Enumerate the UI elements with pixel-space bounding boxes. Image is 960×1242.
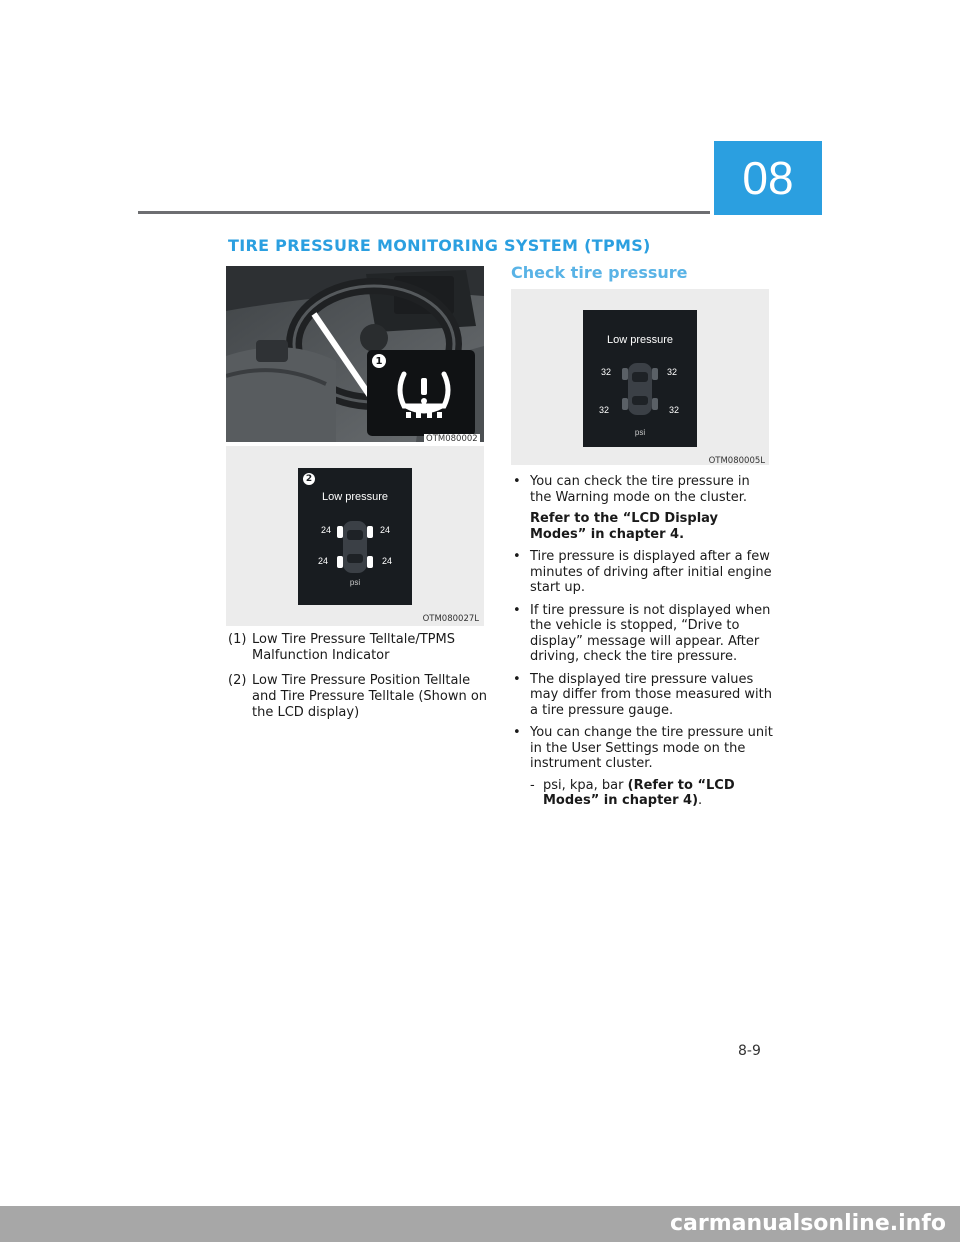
- tpms-warning-icon: [394, 366, 454, 422]
- bullet-dot: •: [513, 549, 521, 564]
- cluster-display: [583, 310, 697, 447]
- bullet-text: The displayed tire pressure values may differ from those measured with a tire pressure gauge.: [530, 671, 772, 718]
- list-item: [513, 725, 775, 809]
- bullet-text: Tire pressure is displayed after a few minutes of driving after initial engine start up.: [530, 549, 772, 595]
- dashboard-photo: [226, 266, 484, 442]
- bullet-note: Refer to the “LCD Display Modes” in chapter 4.: [530, 511, 718, 542]
- sub-list-item: [530, 778, 775, 809]
- marker-2: 2: [303, 473, 315, 485]
- car-topview-icon: [337, 518, 373, 576]
- bullet-text: You can change the tire pressure unit in the User Settings mode on the instrument cluster.: [530, 725, 773, 771]
- figure-code: OTM080027L: [422, 614, 479, 624]
- low-pressure-figure: [226, 446, 484, 626]
- bullet-dot: •: [513, 671, 521, 687]
- chapter-tab: 08: [714, 141, 822, 215]
- list-item: [513, 474, 775, 542]
- check-pressure-figure: [511, 289, 769, 465]
- subsection-title: Check tire pressure: [511, 263, 688, 282]
- caption-item: [228, 632, 488, 664]
- sub-dash: -: [530, 777, 535, 793]
- pressure-rear-left: 32: [599, 405, 610, 415]
- bullet-text: You can check the tire pressure in the Warning mode on the cluster.: [530, 474, 750, 505]
- section-title: TIRE PRESSURE MONITORING SYSTEM (TPMS): [228, 236, 651, 255]
- pressure-front-left: 24: [321, 525, 332, 535]
- caption-number: (2): [228, 673, 247, 688]
- footer-watermark[interactable]: carmanualsonline.info: [670, 1211, 946, 1236]
- pressure-unit: psi: [349, 578, 361, 587]
- cluster-display: [298, 468, 412, 605]
- figure-code: OTM080002: [426, 434, 478, 444]
- pressure-front-right: 24: [380, 525, 391, 535]
- caption-text: Low Tire Pressure Telltale/TPMS Malfunction Indicator: [252, 632, 455, 663]
- car-topview-icon: [622, 360, 658, 418]
- pressure-front-right: 32: [667, 367, 678, 377]
- tire-pressure-bullets: [513, 474, 775, 816]
- bullet-dot: •: [513, 725, 521, 740]
- page-number: 8-9: [738, 1043, 761, 1059]
- list-item: [513, 603, 775, 665]
- pressure-unit: psi: [634, 428, 646, 437]
- unit-reference: (Refer to “LCD Modes” in chapter 4): [543, 777, 735, 808]
- caption-item: [228, 673, 488, 721]
- pressure-front-left: 32: [601, 367, 612, 377]
- unit-options: psi, kpa, bar: [543, 777, 624, 793]
- list-item: [513, 672, 775, 719]
- figure-captions: [228, 632, 488, 730]
- footer-bar: [0, 1206, 960, 1242]
- pressure-rear-left: 24: [318, 556, 329, 566]
- display-title: Low pressure: [321, 491, 389, 503]
- bullet-dot: •: [513, 602, 521, 618]
- caption-number: (1): [228, 632, 247, 647]
- list-item: [513, 549, 775, 596]
- sentence-end: .: [698, 793, 703, 808]
- header-rule: [138, 211, 710, 214]
- bullet-text: If tire pressure is not displayed when the vehicle is stopped, “Drive to display” message will appear. After driving, check the tire pressure.: [530, 602, 771, 664]
- figure-code: OTM080005L: [708, 456, 765, 466]
- display-title: Low pressure: [606, 334, 674, 346]
- bullet-dot: •: [513, 474, 521, 489]
- pressure-rear-right: 32: [669, 405, 680, 415]
- pressure-rear-right: 24: [382, 556, 393, 566]
- marker-1: 1: [372, 354, 386, 368]
- caption-text: Low Tire Pressure Position Telltale and Tire Pressure Telltale (Shown on the LCD display): [252, 673, 488, 720]
